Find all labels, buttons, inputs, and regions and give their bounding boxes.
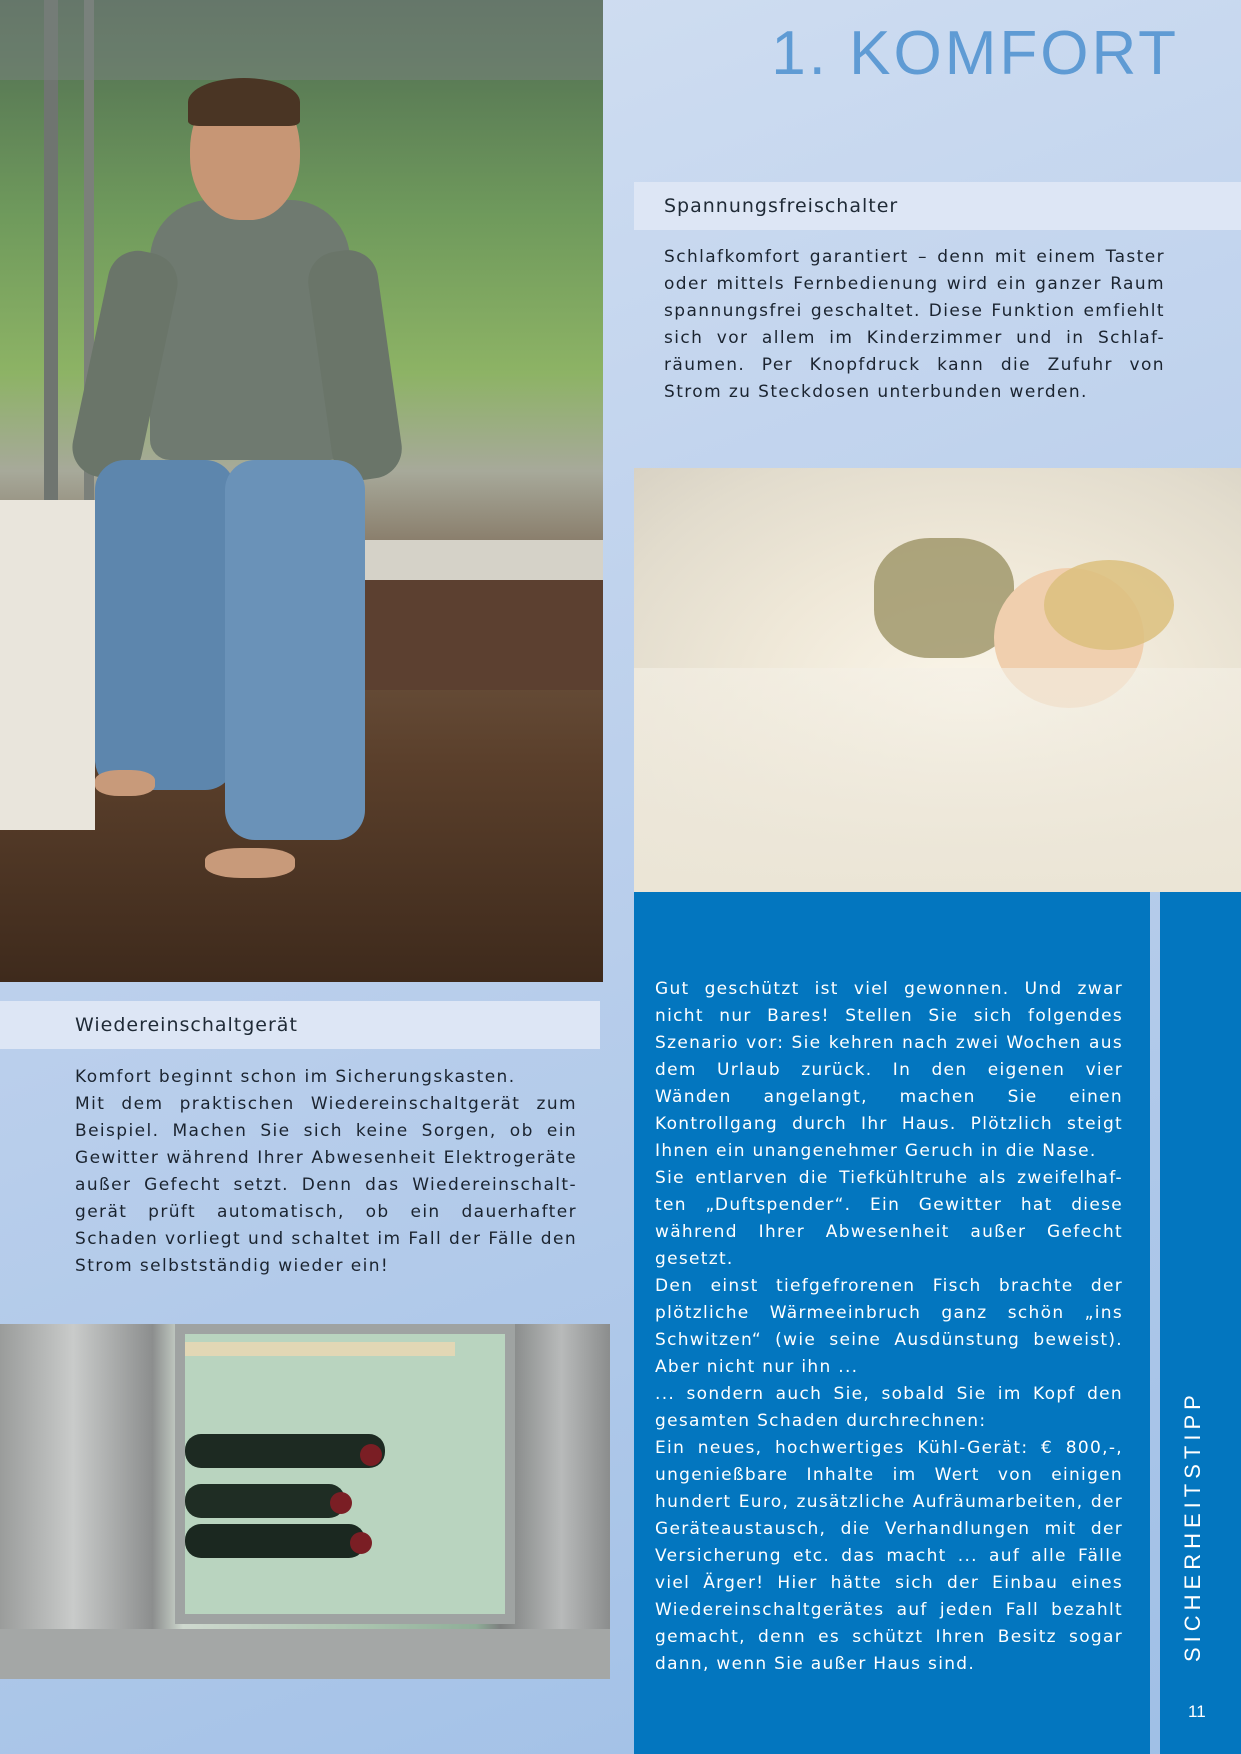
section-body-wiedereinschaltgeraet: Komfort beginnt schon im Sicherungskasten. Mit dem praktischen Wiedereinschaltgerät zum Beispiel. Machen Sie sich keine Sorgen, ob ein Gewitter während Ihrer Abwesenheit Elektrogeräte außer Gefecht setzt. Denn das Wiedereinschalt-gerät prüft automatisch, ob ein dauerhafter Schaden vorliegt und schaltet im Fall der Fälle den Strom selbstständig wieder ein! [75,1067,577,1276]
section-body-spannungsfreischalter: Schlafkomfort garantiert – denn mit einem Taster oder mittels Fernbedienung wird ein ganzer Raum spannungsfrei geschaltet. Diese Funktion emfiehlt sich vor allem im Kinderzimmer und in Schlaf-räumen. Per Knopfdruck kann die Zufuhr von Strom zu Steckdosen unterbunden werden. [664,247,1165,402]
section-heading-spannungsfreischalter: Spannungsfreischalter [634,182,1241,230]
photo-sleeping-child [634,468,1241,892]
photo-wine-fridge [0,1324,610,1679]
page-title: 1. KOMFORT [771,19,1179,88]
side-tab-label: SICHERHEITSTIPP [1180,1390,1205,1662]
photo-man-sitting [0,0,603,982]
section-heading-wiedereinschaltgeraet: Wiedereinschaltgerät [0,1001,600,1049]
security-tip-text: Gut geschützt ist viel gewonnen. Und zwar nicht nur Bares! Stellen Sie sich folgendes Szenario vor: Sie kehren nach zwei Wochen aus dem Urlaub zurück. In den eigenen vier Wänden angelangt, machen Sie einen Kontrollgang durch Ihr Haus. Plötzlich steigt Ihnen ein unangenehmer Geruch in die Nase. Sie entlarven die Tiefkühltruhe als zweifelhaf-ten „Duftspender“. Ein Gewitter hat diese während Ihrer Abwesenheit außer Gefecht gesetzt. Den einst tiefgefrorenen Fisch brachte der plötzliche Wärmeeinbruch ganz schön „ins Schwitzen“ (wie seine Ausdünstung beweist). Aber nicht nur ihn ... ... sondern auch Sie, sobald Sie im Kopf den gesamten Schaden durchrechnen: Ein neues, hochwertiges Kühl-Gerät: € 800,-, ungenießbare Inhalte im Wert von einigen hundert Euro, zusätzliche Aufräumarbeiten, der Geräteaustausch, die Verhandlungen mit der Versicherung etc. das macht ... auf alle Fälle viel Ärger! Hier hätte sich der Einbau eines Wiedereinschaltgerätes auf jeden Fall bezahlt gemacht, denn es schützt Ihren Besitz sogar dann, wenn Sie außer Haus sind. [655,979,1123,1674]
page-number: 11 [1188,1702,1206,1721]
